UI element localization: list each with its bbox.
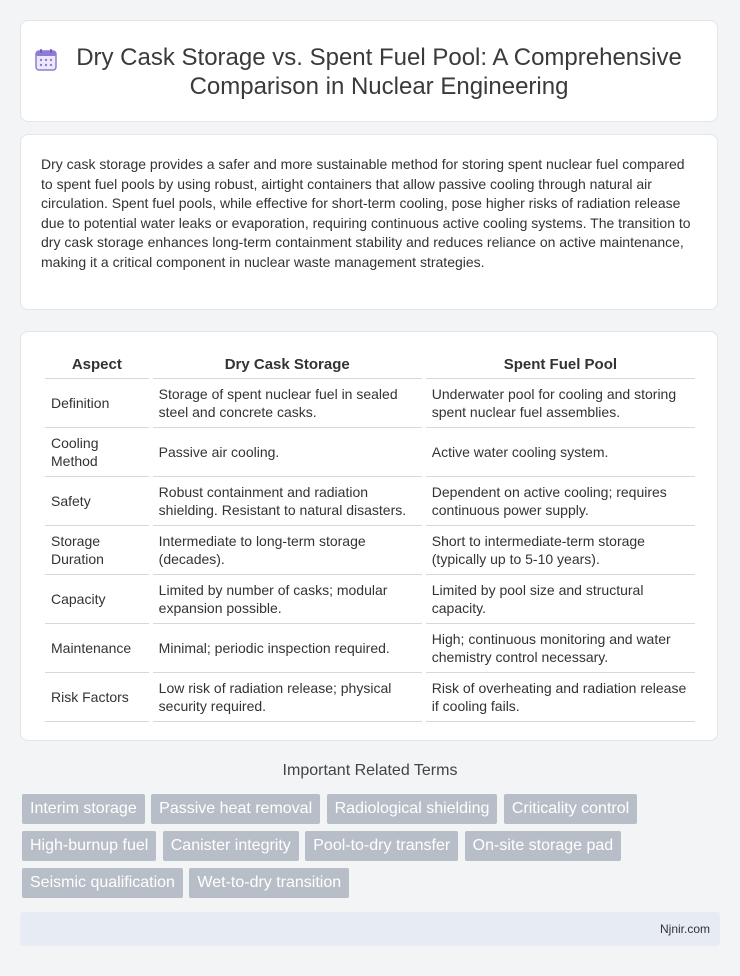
- cell-spent-fuel-pool: Dependent on active cooling; requires continuous power supply.: [426, 477, 695, 526]
- cell-aspect: Cooling Method: [45, 428, 149, 477]
- cell-dry-cask: Minimal; periodic inspection required.: [153, 624, 422, 673]
- cell-aspect: Capacity: [45, 575, 149, 624]
- related-term-tag[interactable]: Criticality control: [504, 794, 637, 824]
- cell-dry-cask: Limited by number of casks; modular expansion possible.: [153, 575, 422, 624]
- related-term-tag[interactable]: Interim storage: [22, 794, 145, 824]
- summary-text: Dry cask storage provides a safer and more sustainable method for storing spent nuclear fuel compared to spent fuel pools by using robust, airtight containers that allow passive cooling through natural air circulation. Spent fuel pools, while effective for short-term cooling, pose higher risks of radiation release due to potential water leaks or evaporation, requiring continuous active cooling systems. The transition to dry cask storage enhances long-term containment stability and reduces reliance on active maintenance, making it a critical component in nuclear waste management strategies.: [41, 156, 691, 270]
- cell-spent-fuel-pool: High; continuous monitoring and water chemistry control necessary.: [426, 624, 695, 673]
- cell-spent-fuel-pool: Underwater pool for cooling and storing spent nuclear fuel assemblies.: [426, 379, 695, 428]
- cell-aspect: Safety: [45, 477, 149, 526]
- calendar-icon: [33, 47, 59, 73]
- cell-dry-cask: Robust containment and radiation shielding. Resistant to natural disasters.: [153, 477, 422, 526]
- related-term-tag[interactable]: Seismic qualification: [22, 868, 183, 898]
- cell-aspect: Risk Factors: [45, 673, 149, 722]
- table-row: [45, 526, 695, 575]
- cell-spent-fuel-pool: Short to intermediate-term storage (typically up to 5-10 years).: [426, 526, 695, 575]
- page-title: Dry Cask Storage vs. Spent Fuel Pool: A Comprehensive Comparison in Nuclear Engineering: [76, 44, 682, 100]
- cell-dry-cask: Storage of spent nuclear fuel in sealed steel and concrete casks.: [153, 379, 422, 428]
- cell-spent-fuel-pool: Risk of overheating and radiation release if cooling fails.: [426, 673, 695, 722]
- footer: [20, 912, 720, 946]
- related-term-tag[interactable]: On-site storage pad: [465, 831, 622, 861]
- table-row: [45, 575, 695, 624]
- table-row: [45, 477, 695, 526]
- related-term-tag[interactable]: Wet-to-dry transition: [189, 868, 349, 898]
- table-row: [45, 428, 695, 477]
- cell-dry-cask: Passive air cooling.: [153, 428, 422, 477]
- table-row: [45, 379, 695, 428]
- related-term-tag[interactable]: Passive heat removal: [151, 794, 320, 824]
- table-row: [45, 673, 695, 722]
- header-dry-cask: Dry Cask Storage: [153, 350, 422, 379]
- title-card: [20, 20, 718, 122]
- cell-aspect: Maintenance: [45, 624, 149, 673]
- cell-aspect: Definition: [45, 379, 149, 428]
- summary-card: [20, 134, 718, 310]
- related-term-tag[interactable]: Radiological shielding: [327, 794, 498, 824]
- table-row: [45, 624, 695, 673]
- related-term-tag[interactable]: Canister integrity: [163, 831, 299, 861]
- related-terms-list: [22, 794, 702, 905]
- cell-dry-cask: Intermediate to long-term storage (decades).: [153, 526, 422, 575]
- cell-aspect: Storage Duration: [45, 526, 149, 575]
- related-term-tag[interactable]: Pool-to-dry transfer: [305, 831, 458, 861]
- cell-dry-cask: Low risk of radiation release; physical security required.: [153, 673, 422, 722]
- header-spent-fuel-pool: Spent Fuel Pool: [426, 350, 695, 379]
- cell-spent-fuel-pool: Limited by pool size and structural capacity.: [426, 575, 695, 624]
- related-term-tag[interactable]: High-burnup fuel: [22, 831, 156, 861]
- footer-brand[interactable]: Njnir.com: [659, 922, 710, 936]
- related-terms-title: Important Related Terms: [282, 762, 458, 779]
- header-aspect: Aspect: [45, 350, 149, 379]
- cell-spent-fuel-pool: Active water cooling system.: [426, 428, 695, 477]
- table-header-row: [45, 350, 695, 379]
- comparison-table: [41, 350, 699, 722]
- comparison-table-card: [20, 331, 718, 741]
